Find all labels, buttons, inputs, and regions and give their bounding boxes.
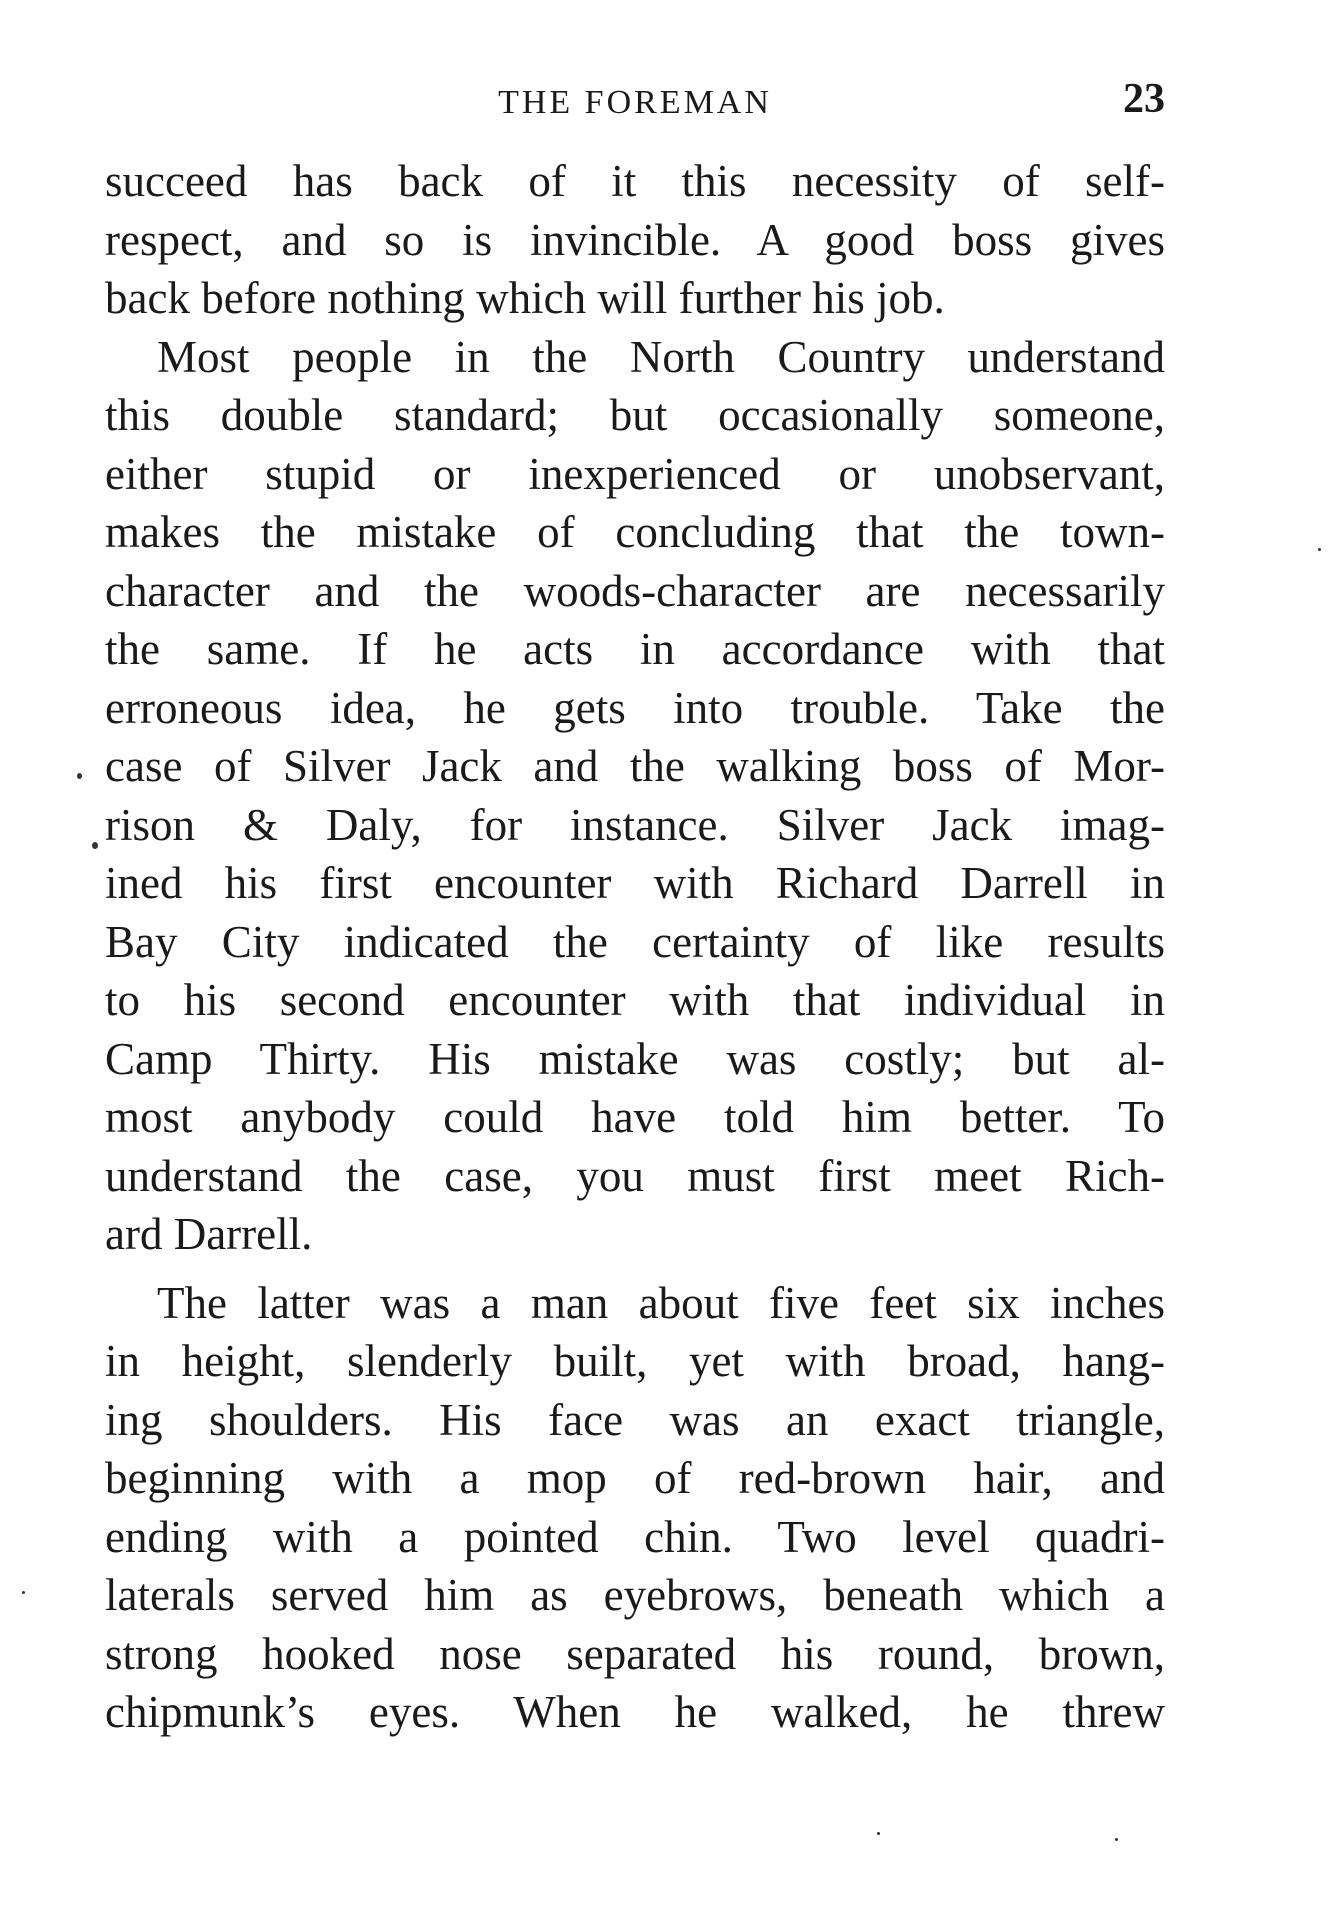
running-title: THE FOREMAN <box>498 84 772 121</box>
paragraph-2 <box>105 328 1165 1264</box>
text-line: chipmunk’s eyes. When he walked, he threw <box>105 1687 1165 1737</box>
text-line: rison & Daly, for instance. Silver Jack imag- <box>105 799 1165 850</box>
text-line: Camp Thirty. His mistake was costly; but al- <box>105 1033 1165 1084</box>
print-speck <box>1318 548 1321 551</box>
text-line: this double standard; but occasionally someone, <box>105 390 1165 440</box>
text-line: understand the case, you must first meet Rich- <box>105 1150 1165 1201</box>
print-speck <box>22 1591 25 1594</box>
print-speck <box>92 842 98 849</box>
text-line: Bay City indicated the certainty of like results <box>105 916 1165 967</box>
print-speck <box>877 1832 880 1835</box>
print-speck <box>77 773 82 779</box>
page-number: 23 <box>1123 76 1165 122</box>
text-line: ard Darrell. <box>105 1209 313 1259</box>
text-line: character and the woods-character are necessarily <box>105 565 1165 616</box>
paragraph-3 <box>105 1274 1165 1742</box>
text-line: The latter was a man about five feet six inches <box>157 1277 1165 1328</box>
text-line: respect, and so is invincible. A good boss gives <box>105 214 1165 265</box>
text-line: in height, slenderly built, yet with broad, hang- <box>105 1336 1165 1386</box>
text-line: most anybody could have told him better. To <box>105 1092 1165 1142</box>
running-head <box>105 78 1165 128</box>
text-line: case of Silver Jack and the walking boss of Mor- <box>105 741 1165 791</box>
text-line: ending with a pointed chin. Two level quadri- <box>105 1511 1165 1562</box>
paragraph-1 <box>105 152 1165 328</box>
text-line: back before nothing which will further his job. <box>105 273 945 323</box>
body-text <box>105 152 1165 1742</box>
print-speck <box>1115 1838 1118 1841</box>
text-line: ing shoulders. His face was an exact triangle, <box>105 1394 1165 1445</box>
text-line: makes the mistake of concluding that the town- <box>105 507 1165 557</box>
text-line: either stupid or inexperienced or unobservant, <box>105 448 1165 499</box>
text-line: erroneous idea, he gets into trouble. Take the <box>105 682 1165 733</box>
text-line: the same. If he acts in accordance with that <box>105 624 1165 674</box>
text-line: succeed has back of it this necessity of self- <box>105 156 1165 206</box>
text-line: laterals served him as eyebrows, beneath which a <box>105 1570 1165 1620</box>
text-line: to his second encounter with that individual in <box>105 975 1165 1025</box>
text-line: Most people in the North Country understand <box>157 331 1165 382</box>
text-line: strong hooked nose separated his round, brown, <box>105 1628 1165 1679</box>
text-line: ined his first encounter with Richard Darrell in <box>105 858 1165 908</box>
text-line: beginning with a mop of red-brown hair, and <box>105 1453 1165 1503</box>
